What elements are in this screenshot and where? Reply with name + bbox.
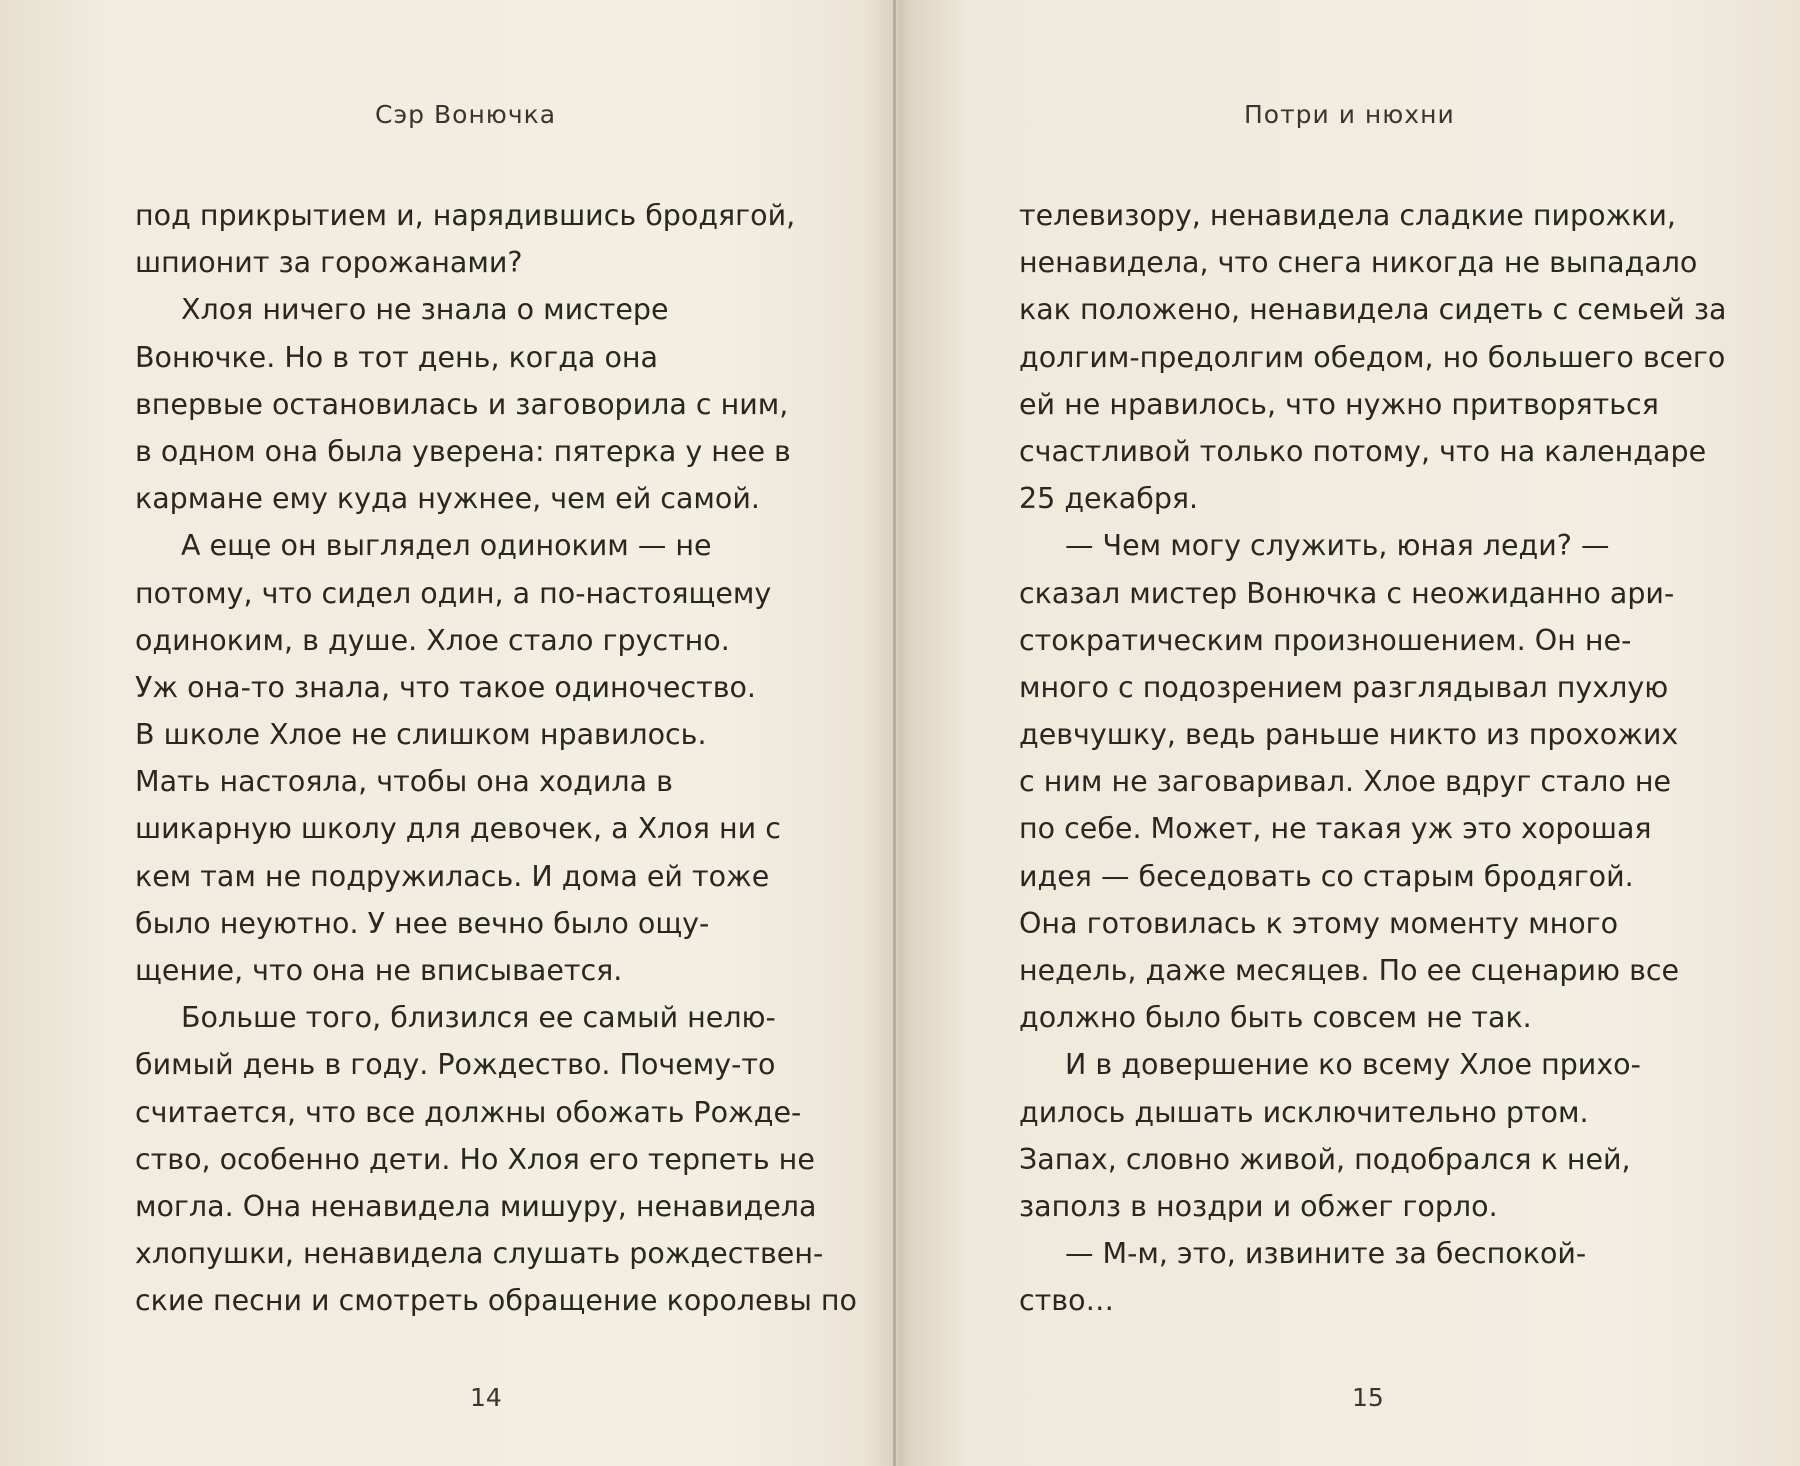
right-page [896, 0, 1800, 1466]
text-line: В школе Хлое не слишком нравилось. [135, 718, 707, 752]
text-line: 25 декабря. [1019, 482, 1199, 516]
text-line: — Чем могу служить, юная леди? — [1065, 529, 1610, 563]
text-line: А еще он выглядел одиноким — не [181, 529, 712, 563]
text-line: ненавидела, что снега никогда не выпадало [1019, 246, 1698, 280]
text-line: как положено, ненавидела сидеть с семьей за [1019, 293, 1727, 327]
running-head: Сэр Вонючка [375, 100, 557, 129]
text-line: Уж она-то знала, что такое одиночество. [135, 670, 756, 704]
text-line: заполз в ноздри и обжег горло. [1019, 1189, 1498, 1223]
text-line: недель, даже месяцев. По ее сценарию все [1019, 954, 1680, 987]
text-line: бимый день в году. Рождество. Почему-то [135, 1048, 776, 1082]
text-line: под прикрытием и, нарядившись бродягой, [135, 199, 796, 232]
text-line: по себе. Может, не такая уж это хорошая [1019, 812, 1652, 846]
text-line: сказал мистер Вонючка с неожиданно ари- [1019, 576, 1675, 610]
text-line: идея — беседовать со старым бродягой. [1019, 859, 1634, 893]
text-line: И в довершение ко всему Хлое прихо- [1065, 1048, 1641, 1082]
text-line: кармане ему куда нужнее, чем ей самой. [135, 482, 760, 516]
text-line: в одном она была уверена: пятерка у нее в [135, 434, 791, 468]
text-line: много с подозрением разглядывал пухлую [1019, 670, 1669, 704]
text-line: шикарную школу для девочек, а Хлоя ни с [135, 812, 781, 846]
text-line: Хлоя ничего не знала о мистере [181, 293, 669, 327]
body-text [1019, 192, 1727, 1325]
text-line: ство, особенно дети. Но Хлоя его терпеть не [135, 1142, 815, 1176]
body-text [135, 192, 857, 1325]
text-line: шпионит за горожанами? [135, 246, 523, 280]
text-line: ские песни и смотреть обращение королевы по [135, 1284, 857, 1318]
text-line: — М-м, это, извините за беспокой- [1065, 1237, 1587, 1271]
text-line: Больше того, близился ее самый нелю- [181, 1001, 776, 1035]
text-line: должно было быть совсем не так. [1019, 1001, 1532, 1035]
text-line: ство… [1019, 1284, 1115, 1318]
running-head: Потри и нюхни [1244, 100, 1455, 129]
text-line: могла. Она ненавидела мишуру, ненавидела [135, 1189, 817, 1223]
text-line: считается, что все должны обожать Рожде- [135, 1095, 802, 1129]
text-line: с ним не заговаривал. Хлое вдруг стало не [1019, 765, 1672, 799]
text-line: впервые остановилась и заговорила с ним, [135, 387, 789, 421]
text-line: Она готовилась к этому моменту много [1019, 906, 1619, 940]
text-line: девчушку, ведь раньше никто из прохожих [1019, 718, 1679, 752]
text-line: ей не нравилось, что нужно притворяться [1019, 387, 1659, 421]
text-line: было неуютно. У нее вечно было ощу- [135, 906, 710, 940]
text-line: Вонючке. Но в тот день, когда она [135, 340, 658, 374]
text-line: одиноким, в душе. Хлое стало грустно. [135, 623, 730, 657]
text-line: Мать настояла, чтобы она ходила в [135, 765, 673, 799]
page-number: 14 [470, 1383, 502, 1412]
page-number: 15 [1352, 1383, 1384, 1412]
text-line: дилось дышать исключительно ртом. [1019, 1095, 1589, 1129]
left-page [0, 0, 893, 1466]
text-line: потому, что сидел один, а по-настоящему [135, 576, 772, 610]
text-line: стократическим произношением. Он не- [1019, 623, 1632, 657]
text-line: кем там не подружилась. И дома ей тоже [135, 859, 770, 893]
text-line: щение, что она не вписывается. [135, 954, 623, 987]
text-line: телевизору, ненавидела сладкие пирожки, [1019, 199, 1676, 232]
text-line: хлопушки, ненавидела слушать рождествен- [135, 1237, 824, 1271]
text-line: долгим-предолгим обедом, но большего всего [1019, 340, 1726, 374]
text-line: счастливой только потому, что на календаре [1019, 434, 1707, 468]
text-line: Запах, словно живой, подобрался к ней, [1019, 1142, 1631, 1176]
